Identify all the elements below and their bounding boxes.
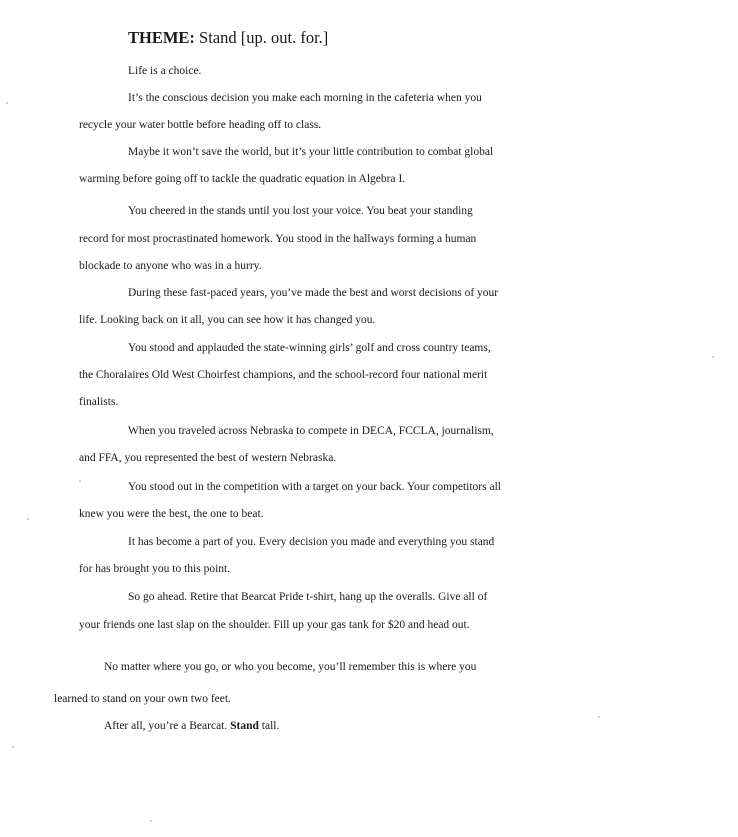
scan-speck <box>712 356 714 358</box>
scan-speck <box>598 716 600 718</box>
body-line: Life is a choice. <box>128 65 202 77</box>
scan-speck <box>12 746 14 748</box>
body-line: the Choralaires Old West Choirfest champions, and the school-record four national merit <box>79 369 488 381</box>
body-line: learned to stand on your own two feet. <box>54 693 231 705</box>
body-line: So go ahead. Retire that Bearcat Pride t-shirt, hang up the overalls. Give all of <box>128 591 488 603</box>
scan-speck <box>6 102 8 104</box>
closing-line <box>104 719 279 733</box>
body-line: You stood and applauded the state-winning girls’ golf and cross country teams, <box>128 342 491 354</box>
body-line: Maybe it won’t save the world, but it’s your little contribution to combat global <box>128 146 494 158</box>
closing-prefix: After all, you’re a Bearcat. <box>104 720 228 732</box>
page-title <box>128 28 328 48</box>
body-line: When you traveled across Nebraska to compete in DECA, FCCLA, journalism, <box>128 425 494 437</box>
closing-suffix: tall. <box>261 720 280 732</box>
body-line: record for most procrastinated homework. You stood in the hallways forming a human <box>79 233 477 245</box>
body-line: You cheered in the stands until you lost your voice. You beat your standing <box>128 205 473 217</box>
body-line: life. Looking back on it all, you can see how it has changed you. <box>79 314 376 326</box>
scan-speck <box>27 518 29 520</box>
body-line: It has become a part of you. Every decision you made and everything you stand <box>128 536 495 548</box>
body-line: blockade to anyone who was in a hurry. <box>79 260 262 272</box>
body-line: You stood out in the competition with a target on your back. Your competitors all <box>128 481 501 493</box>
title-label: THEME: <box>128 28 195 47</box>
body-line: warming before going off to tackle the quadratic equation in Algebra I. <box>79 173 406 185</box>
body-line: During these fast-paced years, you’ve made the best and worst decisions of your <box>128 287 499 299</box>
body-line: It’s the conscious decision you make each morning in the cafeteria when you <box>128 92 482 104</box>
body-line: recycle your water bottle before heading off to class. <box>79 119 322 131</box>
body-line: No matter where you go, or who you become, you’ll remember this is where you <box>104 661 477 673</box>
closing-bold: Stand <box>230 720 259 732</box>
body-line: your friends one last slap on the shoulder. Fill up your gas tank for $20 and head out. <box>79 619 470 631</box>
scan-speck <box>150 820 152 822</box>
scan-speck <box>79 480 81 482</box>
body-line: for has brought you to this point. <box>79 563 231 575</box>
body-line: and FFA, you represented the best of western Nebraska. <box>79 452 337 464</box>
body-line: finalists. <box>79 396 119 408</box>
body-line: knew you were the best, the one to beat. <box>79 508 264 520</box>
title-text: Stand [up. out. for.] <box>199 28 329 47</box>
